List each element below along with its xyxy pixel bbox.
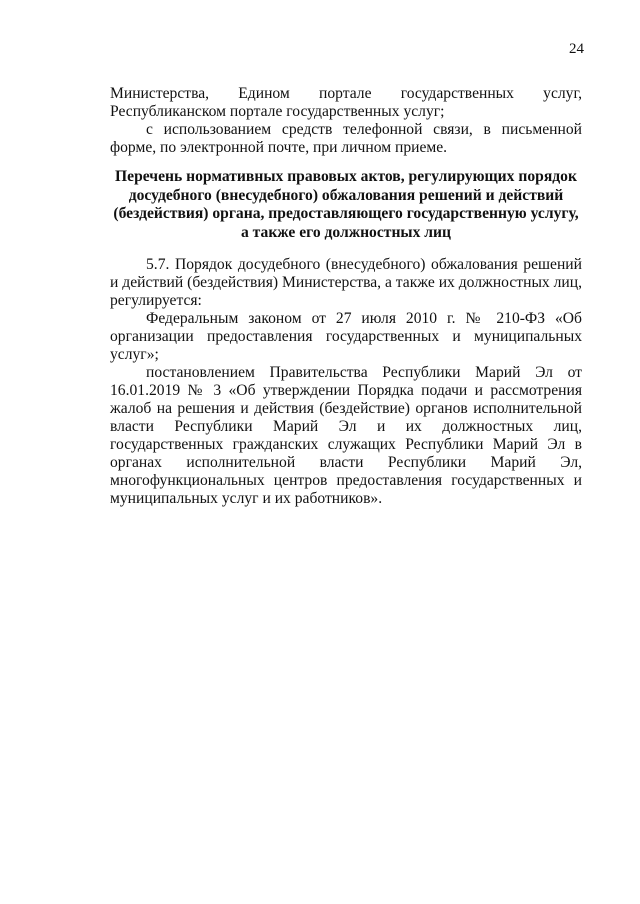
paragraph-contact-methods: с использованием средств телефонной связи, в письменной форме, по электронной почте, при личном приеме. bbox=[110, 121, 582, 156]
top-text-block bbox=[110, 85, 582, 157]
paragraph-federal-law: Федеральным законом от 27 июля 2010 г. № 210-ФЗ «Об организации предоставления государственных и муниципальных услуг»; bbox=[110, 310, 582, 363]
paragraph-portals: Министерства, Едином портале государственных услуг, Республиканском портале государственных услуг; bbox=[110, 85, 582, 120]
paragraph-government-resolution: постановлением Правительства Республики Марий Эл от 16.01.2019 № 3 «Об утверждении Порядка подачи и рассмотрения жалоб на решения и действия (бездействие) органов исполнительной власти Республики Марий Эл и их должностных лиц, государственных гражданских служащих Республики Марий Эл в органах исполнительной власти Республики Марий Эл, многофункциональных центров предоставления государственных и муниципальных услуг и их работников». bbox=[110, 364, 582, 507]
regulation-text-block bbox=[110, 256, 582, 508]
paragraph-5-7: 5.7. Порядок досудебного (внесудебного) обжалования решений и действий (бездействия) Министерства, а также их должностных лиц, регулируется: bbox=[110, 256, 582, 309]
page-number: 24 bbox=[569, 41, 584, 57]
section-heading: Перечень нормативных правовых актов, регулирующих порядок досудебного (внесудебного) обжалования решений и действий (бездействия) органа, предоставляющего государственную услугу, а также его должностных лиц bbox=[113, 168, 579, 241]
